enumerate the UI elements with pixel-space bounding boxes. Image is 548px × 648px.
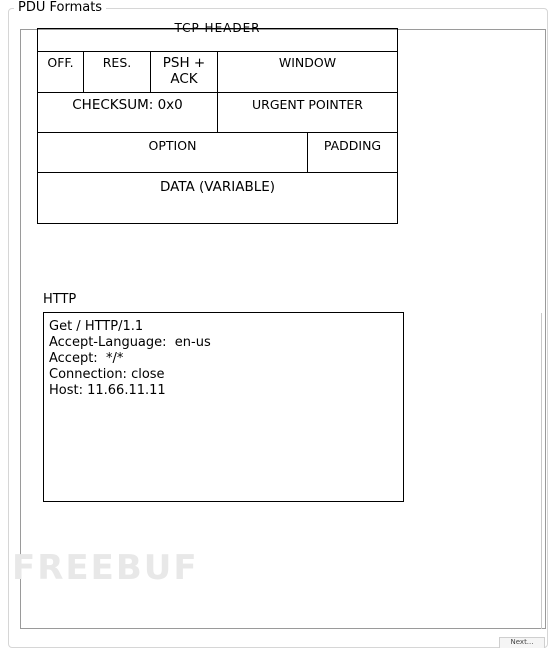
data-label: DATA (VARIABLE): [159, 179, 276, 195]
urgent-pointer-label: URGENT POINTER: [251, 97, 363, 112]
tcp-flags-row: [38, 51, 397, 92]
group-title: PDU Formats: [14, 0, 106, 16]
data-cell: [38, 173, 397, 223]
flags-label-line2: ACK: [170, 71, 198, 87]
offset-label: OFF.: [47, 55, 74, 70]
tcp-header-cut-text: TCP HEADER: [174, 21, 261, 35]
http-payload-box: [43, 312, 404, 502]
http-line: Host: 11.66.11.11: [49, 383, 166, 398]
http-section-label: HTTP: [43, 292, 77, 307]
window-cell: [217, 52, 397, 92]
option-label: OPTION: [148, 138, 197, 153]
padding-label: PADDING: [323, 138, 382, 153]
freebuf-watermark: FREEBUF: [12, 548, 199, 588]
reserved-cell: [83, 52, 150, 92]
padding-cell: [307, 133, 397, 172]
window-label: WINDOW: [278, 55, 337, 70]
urgent-pointer-cell: [217, 93, 397, 132]
data-row: [38, 172, 397, 223]
pdu-scroll-panel[interactable]: [20, 21, 546, 629]
checksum-row: [38, 92, 397, 132]
checksum-label: CHECKSUM: 0x0: [72, 97, 183, 113]
http-line: Connection: close: [49, 367, 165, 382]
offset-cell: [38, 52, 83, 92]
option-cell: [38, 133, 307, 172]
http-line: Accept: */*: [49, 351, 124, 366]
reserved-label: RES.: [102, 55, 132, 70]
corner-button[interactable]: Next...: [499, 637, 545, 648]
tcp-header-top-row: [38, 21, 397, 51]
tcp-header-table: [37, 21, 398, 224]
http-line: Get / HTTP/1.1: [49, 319, 144, 334]
http-line: Accept-Language: en-us: [49, 335, 211, 350]
option-row: [38, 132, 397, 172]
flags-cell: [150, 52, 217, 92]
vertical-scrollbar[interactable]: [541, 313, 545, 629]
tcp-header-cut-cell: [38, 21, 397, 51]
checksum-cell: [38, 93, 217, 132]
flags-label-line1: PSH +: [162, 55, 206, 71]
